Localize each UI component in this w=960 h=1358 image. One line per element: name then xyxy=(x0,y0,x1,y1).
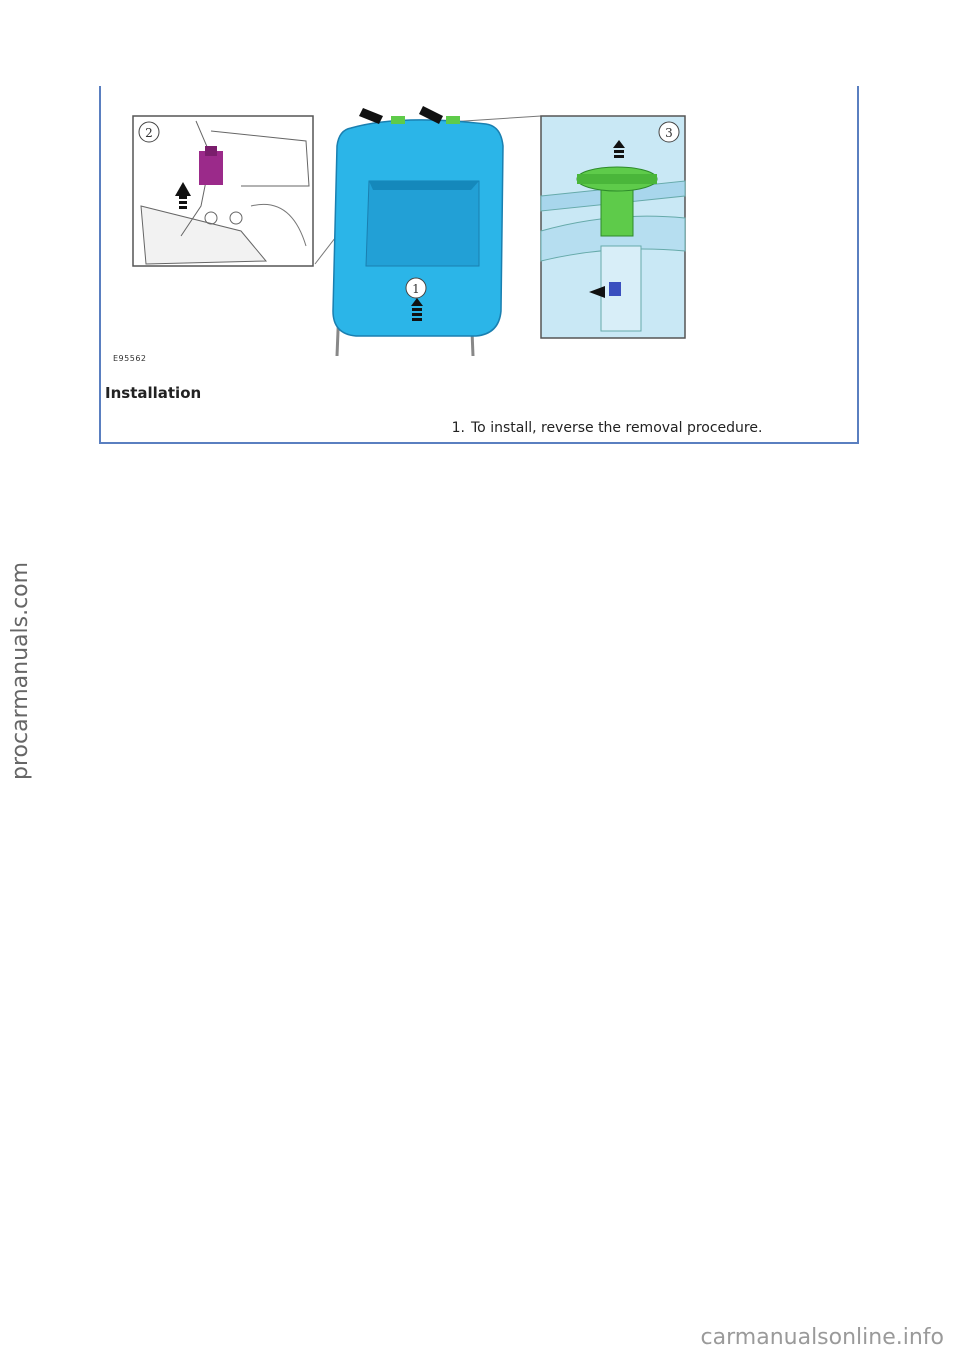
step-number: 1. xyxy=(451,420,465,436)
step-item xyxy=(431,420,762,436)
inset-3 xyxy=(541,116,685,338)
inset-2 xyxy=(133,116,313,266)
callout-1: 1 xyxy=(412,282,420,296)
headrest xyxy=(333,106,503,356)
side-watermark: procarmanuals.com xyxy=(8,561,33,780)
bottom-watermark: carmanualsonline.info xyxy=(700,1325,944,1350)
step-text: To install, reverse the removal procedure. xyxy=(471,420,763,436)
procedure-panel xyxy=(99,86,859,444)
callout-2: 2 xyxy=(145,126,153,140)
headrest-illustration xyxy=(101,86,861,376)
callout-3: 3 xyxy=(665,126,673,140)
section-heading: Installation xyxy=(105,384,202,402)
step-list xyxy=(431,420,762,436)
figure-code: E95562 xyxy=(113,354,147,363)
